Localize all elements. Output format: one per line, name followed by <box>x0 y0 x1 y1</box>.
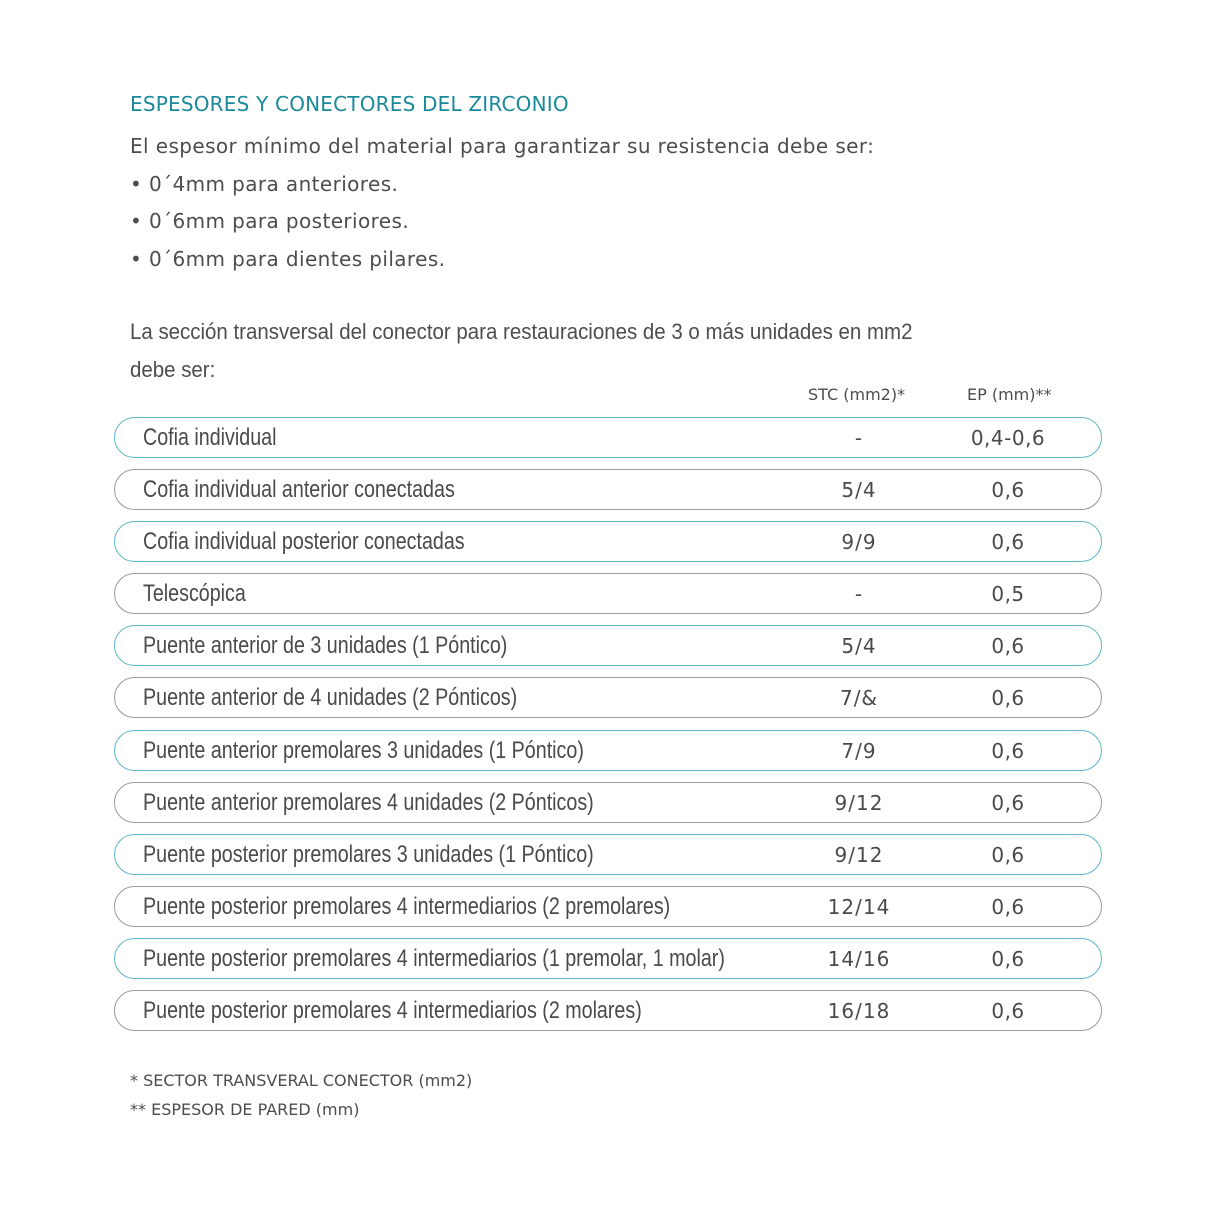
table-row <box>114 677 1102 718</box>
stc-value: 9/9 <box>841 530 877 555</box>
ep-value: 0,5 <box>991 582 1025 607</box>
ep-value: 0,6 <box>991 686 1025 711</box>
ep-value: 0,6 <box>991 738 1025 763</box>
bullet-item: • 0´6mm para posteriores. <box>130 209 410 233</box>
section-line: La sección transversal del conector para restauraciones de 3 o más unidades en mm2 <box>130 319 913 344</box>
row-label: Cofia individual anterior conectadas <box>143 476 455 504</box>
ep-value: 0,6 <box>991 894 1025 919</box>
row-label: Telescópica <box>143 580 246 608</box>
table-row <box>114 625 1102 666</box>
table-row <box>114 782 1102 823</box>
table-row <box>114 417 1102 458</box>
stc-value: - <box>854 582 864 607</box>
table-row <box>114 990 1102 1031</box>
ep-column-header: EP (mm)** <box>967 385 1052 404</box>
stc-value: 16/18 <box>827 999 891 1024</box>
stc-value: 5/4 <box>841 478 877 503</box>
bullet-item: • 0´4mm para anteriores. <box>130 171 399 196</box>
row-label: Puente posterior premolares 4 intermediarios (1 premolar, 1 molar) <box>143 944 725 972</box>
stc-value: - <box>854 426 864 450</box>
footnote-stc: * SECTOR TRANSVERAL CONECTOR (mm2) <box>130 1071 473 1090</box>
row-label: Puente posterior premolares 4 intermediarios (2 molares) <box>143 997 642 1025</box>
stc-value: 7/& <box>839 686 879 711</box>
section-line: debe ser: <box>130 356 216 382</box>
stc-value: 14/16 <box>827 946 891 971</box>
table-row <box>114 834 1102 875</box>
page-title: ESPESORES Y CONECTORES DEL ZIRCONIO <box>130 92 569 116</box>
stc-column-header: STC (mm2)* <box>808 385 906 404</box>
ep-value: 0,6 <box>991 999 1025 1024</box>
row-label: Cofia individual posterior conectadas <box>143 528 465 556</box>
table-row <box>114 521 1102 562</box>
footnotes <box>130 1066 472 1124</box>
ep-value: 0,4-0,6 <box>970 426 1046 450</box>
row-label: Puente anterior de 3 unidades (1 Póntico) <box>143 632 508 660</box>
stc-value: 9/12 <box>834 790 884 815</box>
intro-block <box>130 128 874 278</box>
stc-value: 7/9 <box>841 738 877 763</box>
ep-value: 0,6 <box>991 790 1025 815</box>
table-row <box>114 938 1102 979</box>
row-label: Puente anterior premolares 4 unidades (2 Pónticos) <box>143 788 594 816</box>
row-label: Puente anterior de 4 unidades (2 Pónticos) <box>143 684 518 712</box>
ep-value: 0,6 <box>991 946 1025 971</box>
stc-value: 9/12 <box>834 842 884 867</box>
intro-lead: El espesor mínimo del material para garantizar su resistencia debe ser: <box>130 134 875 158</box>
ep-value: 0,6 <box>991 634 1025 659</box>
stc-value: 12/14 <box>827 894 891 919</box>
bullet-item: • 0´6mm para dientes pilares. <box>130 246 446 271</box>
ep-value: 0,6 <box>991 530 1025 555</box>
table-row <box>114 886 1102 927</box>
row-label: Puente anterior premolares 3 unidades (1 Póntico) <box>143 736 584 764</box>
ep-value: 0,6 <box>991 842 1025 867</box>
table-row <box>114 573 1102 614</box>
row-label: Puente posterior premolares 3 unidades (1 Póntico) <box>143 840 594 868</box>
row-label: Cofia individual <box>143 424 277 451</box>
connector-section-text <box>130 313 1023 388</box>
table-row <box>114 730 1102 771</box>
ep-value: 0,6 <box>991 478 1025 503</box>
row-label: Puente posterior premolares 4 intermediarios (2 premolares) <box>143 892 671 920</box>
specs-table <box>114 417 1102 1042</box>
table-row <box>114 469 1102 510</box>
stc-value: 5/4 <box>841 634 877 659</box>
footnote-ep: ** ESPESOR DE PARED (mm) <box>130 1100 360 1119</box>
